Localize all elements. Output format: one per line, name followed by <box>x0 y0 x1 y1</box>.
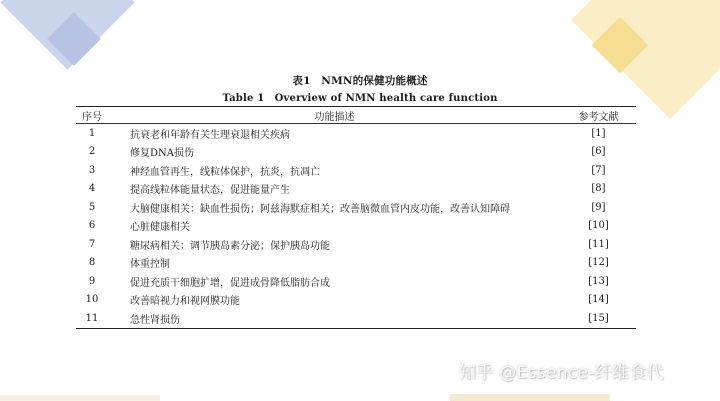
table-row <box>76 180 636 199</box>
table-row <box>76 309 636 328</box>
table-row <box>76 272 636 291</box>
table-row <box>76 161 636 180</box>
row-number: 3 <box>88 164 96 176</box>
row-reference: [8] <box>591 183 606 195</box>
table-row <box>76 217 636 236</box>
row-reference: [15] <box>561 309 636 328</box>
row-reference: [1] <box>591 127 606 139</box>
row-reference: [7] <box>591 164 606 176</box>
row-reference: [14] <box>588 294 609 306</box>
table-row <box>76 235 636 254</box>
table-row <box>76 198 636 217</box>
header-function-description: 功能描述 <box>108 107 561 124</box>
row-reference: [6] <box>591 146 606 158</box>
row-reference: [12] <box>588 257 609 269</box>
table-caption-chinese: 表1 NMN的保健功能概述 <box>292 75 428 87</box>
row-number: 8 <box>88 257 96 269</box>
row-function: 急性肾损伤 <box>108 309 561 328</box>
decor-bottom-right-strip <box>450 394 610 401</box>
row-function: 抗衰老和年龄有关生理衰退相关疾病 <box>130 129 290 141</box>
row-function: 心脏健康相关 <box>130 222 190 234</box>
row-number: 10 <box>85 294 99 306</box>
row-function: 改善暗视力和视网膜功能 <box>130 296 240 308</box>
row-function: 体重控制 <box>130 259 170 271</box>
row-reference: [13] <box>588 275 609 287</box>
table-row <box>76 143 636 162</box>
row-function: 糖尿病相关：调节胰岛素分泌；保护胰岛功能 <box>130 240 330 252</box>
header-references: 参考文献 <box>561 107 636 124</box>
header-serial-number: 序号 <box>76 107 108 124</box>
row-number: 7 <box>88 238 96 250</box>
row-function: 大脑健康相关：缺血性损伤；阿兹海默症相关；改善脑微血管内皮功能，改善认知障碍 <box>130 203 510 215</box>
table-row <box>76 124 636 143</box>
table-row <box>76 254 636 273</box>
table-header-row <box>76 107 636 124</box>
row-number: 6 <box>88 220 96 232</box>
row-function: 促进充质干细胞扩增，促进成骨降低脂肪合成 <box>130 277 330 289</box>
nmn-function-table <box>76 106 636 329</box>
row-number: 11 <box>76 309 108 328</box>
row-reference: [9] <box>591 201 606 213</box>
row-number: 1 <box>88 127 96 139</box>
row-reference: [10] <box>588 220 609 232</box>
row-reference: [11] <box>588 238 609 250</box>
row-number: 2 <box>88 146 96 158</box>
row-number: 9 <box>88 275 96 287</box>
zhihu-watermark: 知乎 @Essence-纤维食代 <box>459 363 664 383</box>
table-row <box>76 291 636 310</box>
row-function: 提高线粒体能量状态，促进能量产生 <box>130 185 290 197</box>
decor-bottom-left-strip <box>0 395 160 401</box>
row-function: 神经血管再生，线粒体保护，抗炎，抗凋亡 <box>130 166 320 178</box>
row-function: 修复DNA损伤 <box>130 148 194 160</box>
row-number: 4 <box>88 183 96 195</box>
table-caption-english: Table 1 Overview of NMN health care function <box>222 93 498 104</box>
row-number: 5 <box>88 201 96 213</box>
